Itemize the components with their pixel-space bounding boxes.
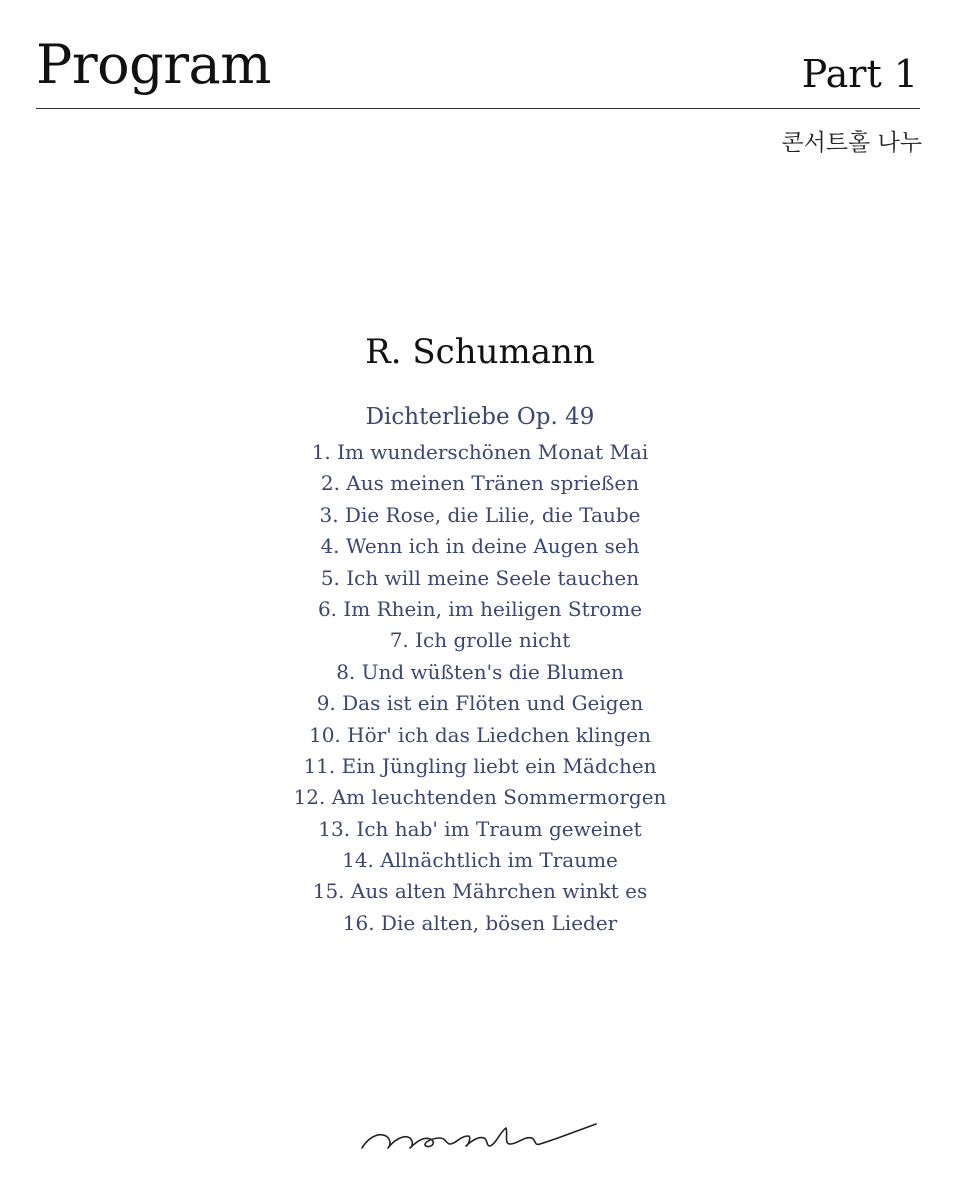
song-item: 3. Die Rose, die Lilie, die Taube (319, 502, 641, 527)
song-item: 13. Ich hab' im Traum geweinet (318, 816, 642, 841)
handwritten-signature-icon (360, 1114, 600, 1154)
song-item: 1. Im wunderschönen Monat Mai (311, 440, 649, 464)
song-item: 7. Ich grolle nicht (389, 628, 571, 653)
song-item: 11. Ein Jüngling liebt ein Mädchen (303, 753, 657, 778)
song-item: 12. Am leuchtenden Sommermorgen (293, 785, 667, 810)
song-item: 10. Hör' ich das Liedchen klingen (308, 722, 652, 747)
composer-name: R. Schumann (365, 332, 595, 372)
song-item: 16. Die alten, bösen Lieder (342, 910, 618, 935)
song-item: 15. Aus alten Mährchen winkt es (312, 879, 648, 904)
page-title: Program (36, 33, 271, 96)
song-list (0, 437, 960, 939)
song-item: 8. Und wüßten's die Blumen (336, 659, 624, 684)
work-title: Dichterliebe Op. 49 (365, 404, 595, 430)
song-item: 2. Aus meinen Tränen sprießen (320, 471, 640, 496)
venue-name: 콘서트홀 나누 (781, 130, 922, 156)
header-divider (36, 108, 920, 109)
song-item: 4. Wenn ich in deine Augen seh (320, 534, 640, 559)
song-item: 5. Ich will meine Seele tauchen (320, 565, 640, 590)
song-item: 9. Das ist ein Flöten und Geigen (316, 691, 644, 716)
song-item: 6. Im Rhein, im heiligen Strome (317, 596, 643, 621)
song-item: 14. Allnächtlich im Traume (342, 848, 618, 873)
part-label: Part 1 (801, 52, 918, 96)
